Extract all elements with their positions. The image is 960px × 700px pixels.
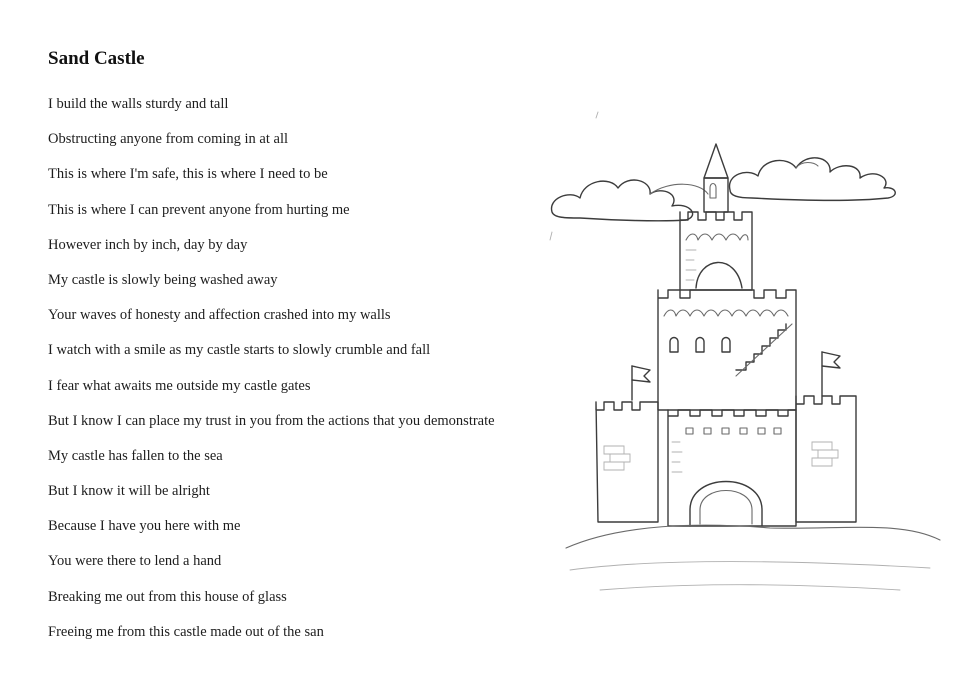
poem-title: Sand Castle — [48, 48, 145, 69]
gatehouse-icon — [668, 410, 796, 526]
poem-line: I watch with a smile as my castle starts to slowly crumble and fall — [48, 342, 431, 359]
poem-line: My castle is slowly being washed away — [48, 271, 278, 288]
poem-line: This is where I'm safe, this is where I need to be — [48, 166, 328, 183]
sand-ground-icon — [550, 112, 940, 590]
poem-line: I build the walls sturdy and tall — [48, 96, 229, 112]
cloud-left-icon — [552, 180, 708, 221]
upper-tower-icon — [680, 212, 752, 290]
poem-line: Obstructing anyone from coming in at all — [48, 131, 289, 148]
poem — [48, 46, 548, 659]
poem-line: Freeing me from this castle made out of the san — [48, 623, 324, 640]
sand-castle-sketch — [540, 70, 960, 630]
poem-line: You were there to lend a hand — [48, 553, 222, 570]
poem-line: My castle has fallen to the sea — [48, 447, 223, 464]
poem-line: Because I have you here with me — [48, 518, 241, 535]
poem-lines — [48, 96, 548, 659]
poem-line: However inch by inch, day by day — [48, 236, 248, 253]
poem-line: This is where I can prevent anyone from hurting me — [48, 201, 350, 218]
flag-left-icon — [632, 366, 650, 400]
left-wall-icon — [596, 402, 658, 522]
cloud-right-icon — [730, 158, 896, 200]
poem-line: I fear what awaits me outside my castle gates — [48, 377, 311, 394]
middle-keep-icon — [658, 290, 796, 410]
spire-icon — [704, 144, 728, 212]
poem-line: But I know I can place my trust in you from the actions that you demonstrate — [48, 412, 495, 429]
poem-line: But I know it will be alright — [48, 483, 210, 500]
poem-line: Breaking me out from this house of glass — [48, 588, 287, 605]
poem-line: Your waves of honesty and affection crashed into my walls — [48, 307, 391, 324]
flag-right-icon — [822, 352, 840, 396]
right-wall-icon — [796, 396, 856, 522]
